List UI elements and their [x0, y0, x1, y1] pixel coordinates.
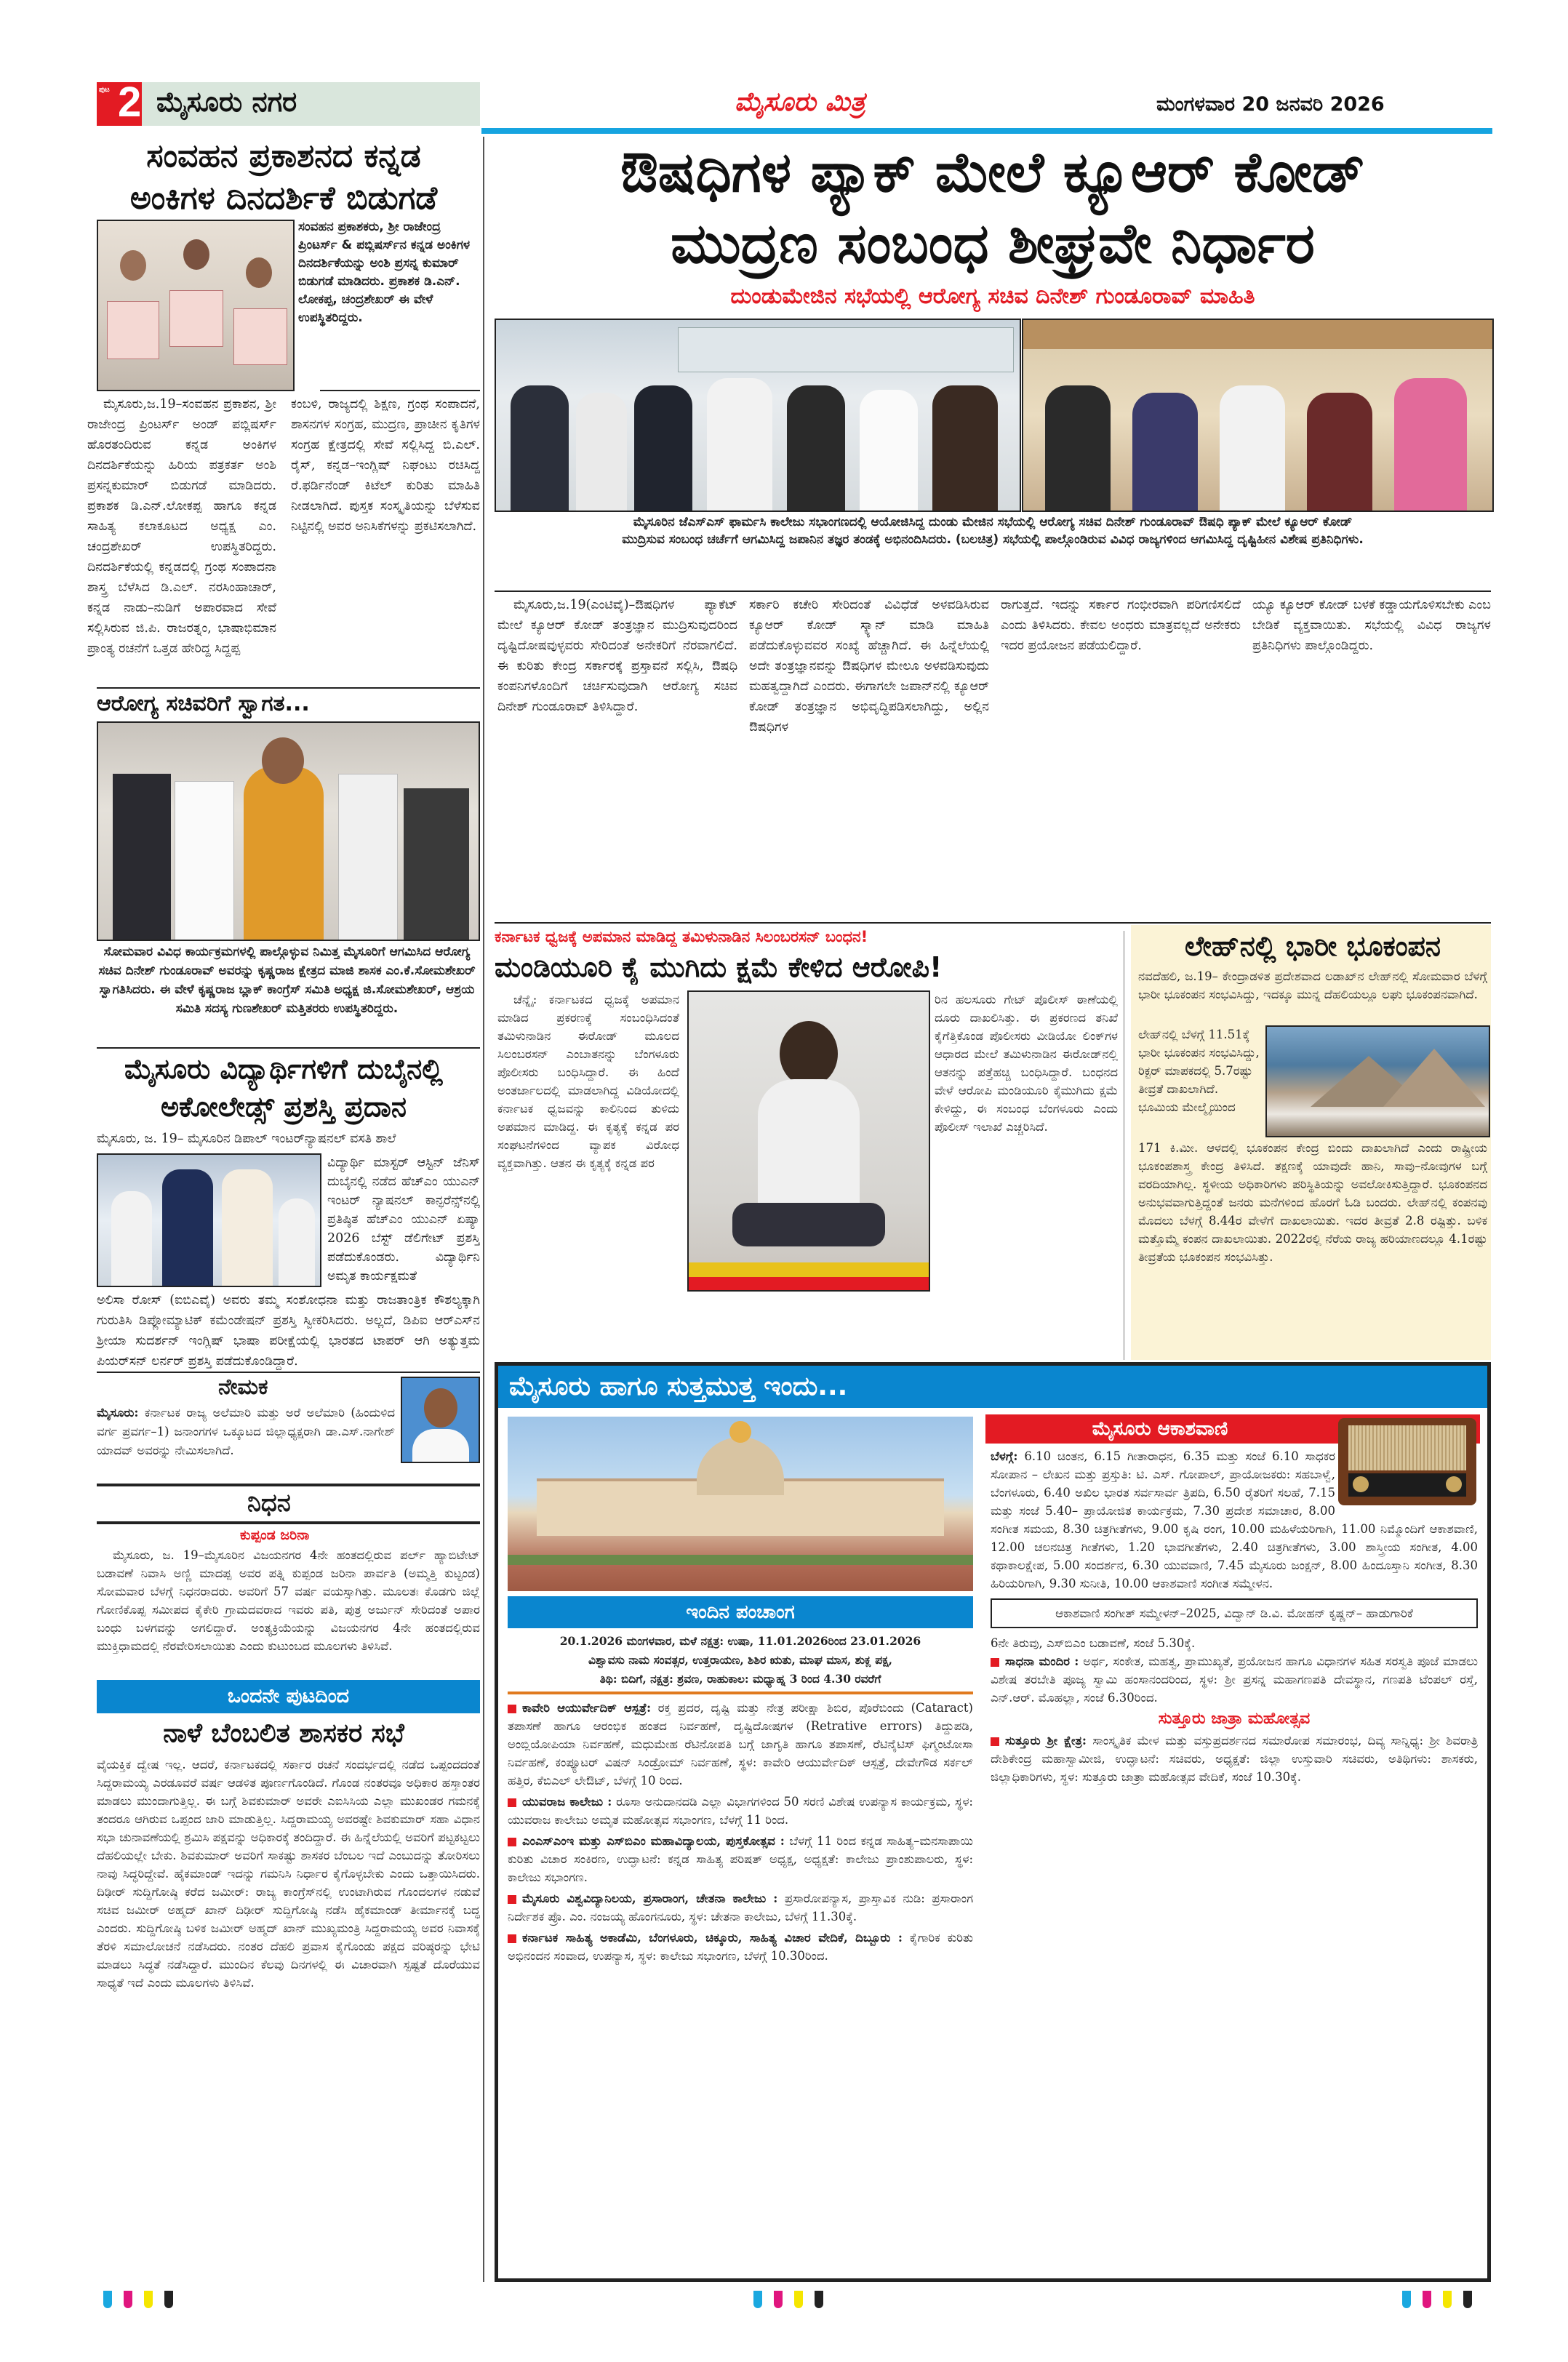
event-title: ಎಂಎಸ್‌ಎಂಇ ಮತ್ತು ಎಸ್‌ಬಿಎಂ ಮಹಾವಿದ್ಯಾಲಯ, ಪುಸ್ತಕೋತ್ಸವ : — [522, 1834, 785, 1848]
lead-col1 — [497, 595, 737, 919]
bullet-icon — [991, 1658, 999, 1667]
radio-boxed-note — [991, 1598, 1478, 1628]
lead-caption-line2: ಮುದ್ರಿಸುವ ಸಂಬಂಧ ಚರ್ಚೆಗೆ ಆಗಮಿಸಿದ್ದ ಜಪಾನಿನ ತಜ್ಞರ ತಂಡಕ್ಕೆ ಅಭಿನಂದಿಸಿದರು. (ಬಲಚಿತ್ರ) ಸಭೆಯಲ್ಲಿ ಪಾಲ್ಗೊಂಡಿರುವ ವಿವಿಧ ರಾಜ್ಯಗಳಿಂದ ಆಗಮಿಸಿದ್ದ ದೃಷ್ಟಿಹೀನ ವಿಶೇಷ ಪ್ರತಿನಿಧಿಗಳು. — [622, 532, 1364, 547]
events-right — [991, 1634, 1478, 1786]
obituary-text: ಮೈಸೂರು, ಜ. 19–ಮೈಸೂರಿನ ವಿಜಯನಗರ 4ನೇ ಹಂತದಲ್ಲಿರುವ ಪರ್ಲ್ ಹ್ಯಾಬಿಟೇಟ್ ಬಡಾವಣೆ ನಿವಾಸಿ ಅಣ್ಣಿ ಮಾದಪ್ಪ ಅವರ ಪತ್ನಿ ಕುಪ್ಪಂಡ ಜರಿನಾ ಪಾರ್ವತಿ (ಅಮ್ಮತ್ತಿ ಕುಟ್ಟಂಡ) ಸೋಮವಾರ ಬೆಳಗ್ಗೆ ನಿಧನರಾದರು. ಅವರಿಗೆ 57 ವರ್ಷ ವಯಸ್ಸಾಗಿತ್ತು. ಮೂಲತಃ ಕೊಡಗು ಜಿಲ್ಲೆ ಗೋಣಿಕೊಪ್ಪ ಸಮೀಪದ ಕೈಕೇರಿ ಗ್ರಾಮದವರಾದ ಇವರು ಪತಿ, ಪುತ್ರ ಅರ್ಜುನ್ ಸೇರಿದಂತೆ ಅಪಾರ ಬಂಧು ಬಳಗವನ್ನು ಅಗಲಿದ್ದಾರೆ. ಅಂತ್ಯಕ್ರಿಯೆಯನ್ನು ವಿಜಯನಗರ 4ನೇ ಹಂತದಲ್ಲಿರುವ ಮುಕ್ತಿಧಾಮದಲ್ಲಿ ನೆರವೇರಿಸಲಾಯಿತು ಎಂದು ಕುಟುಂಬದ ಮೂಲಗಳು ತಿಳಿಸಿವೆ. — [97, 1548, 480, 1653]
paper-logo: ಮೈಸೂರು ಮಿತ್ರ — [735, 87, 865, 117]
obituary-top-rule — [97, 1484, 480, 1486]
lead-headline-line2: ಮುದ್ರಣ ಸಂಬಂಧ ಶೀಘ್ರವೇ ನಿರ್ಧಾರ — [671, 211, 1315, 276]
yellow-mark-icon — [144, 2291, 153, 2308]
students-award-photo — [97, 1153, 321, 1287]
bullet-icon — [508, 1705, 516, 1713]
event-text: ಪ್ರಸಾರೋಪನ್ಯಾಸ, ಪ್ರಾಸ್ತಾವಿಕ ನುಡಿ: ಪ್ರಸಾರಾಂಗ ನಿರ್ದೇಶಕ ಪ್ರೊ. ಎಂ. ನಂಜಯ್ಯ ಹೊಂಗನೂರು, ಸ್ಥಳ: ಚೇತನಾ ಕಾಲೇಜು, ಬೆಳಗ್ಗೆ 11.30ಕ್ಕೆ. — [508, 1891, 973, 1923]
event-item-sadhana — [991, 1652, 1478, 1707]
arrest-col1 — [497, 990, 679, 1358]
lead-end-rule — [495, 922, 1491, 924]
welcome-caption: ಸೋಮವಾರ ವಿವಿಧ ಕಾರ್ಯಕ್ರಮಗಳಲ್ಲಿ ಪಾಲ್ಗೊಳ್ಳುವ ನಿಮಿತ್ತ ಮೈಸೂರಿಗೆ ಆಗಮಿಸಿದ ಆರೋಗ್ಯ ಸಚಿವ ದಿನೇಶ್ ಗುಂಡೂರಾವ್ ಅವರನ್ನು ಕೃಷ್ಣರಾಜ ಕ್ಷೇತ್ರದ ಮಾಜಿ ಶಾಸಕ ಎಂ.ಕೆ.ಸೋಮಶೇಖರ್ ಸ್ವಾಗತಿಸಿದರು. ಈ ವೇಳೆ ಕೃಷ್ಣರಾಜ ಬ್ಲಾಕ್ ಕಾಂಗ್ರೆಸ್ ಸಮಿತಿ ಅಧ್ಯಕ್ಷ ಜಿ.ಸೋಮಶೇಖರ್, ಆಶ್ರಯ ಸಮಿತಿ ಸದಸ್ಯ ಗುಣಶೇಖರ್ ಮತ್ತಿತರರು ಉಪಸ್ಥಿತರಿದ್ದರು. — [98, 945, 476, 1016]
lead-col4-text: ಯ್ಯೂ ಕ್ಯೂಆರ್ ಕೋಡ್ ಬಳಕೆ ಕಡ್ಡಾಯಗೊಳಿಸಬೇಕು ಎಂಬ ಬೇಡಿಕೆ ವ್ಯಕ್ತವಾಯಿತು. ಸಭೆಯಲ್ಲಿ ವಿವಿಧ ರಾಜ್ಯಗಳ ಪ್ರತಿನಿಧಿಗಳು ಪಾಲ್ಗೊಂಡಿದ್ದರು. — [1252, 598, 1491, 653]
calendar-headline — [87, 135, 480, 220]
accused-kneeling-photo — [687, 990, 930, 1292]
obituary-name: ಕುಪ್ಪಂಡ ಜರಿನಾ — [240, 1527, 310, 1543]
radio-title: ಮೈಸೂರು ಆಕಾಶವಾಣಿ — [1092, 1418, 1228, 1440]
accolade-body: ಅಲಿಸಾ ರೋಸ್ (ಐಬಿಎವೈ) ಅವರು ತಮ್ಮ ಸಂಶೋಧನಾ ಮತ್ತು ರಾಜತಾಂತ್ರಿಕ ಕೌಶಲ್ಯಕ್ಕಾಗಿ ಗುರುತಿಸಿ ಡಿಪ್ಲೋಮ್ಯಾಟಿಕ್ ಕಮೆಂಡೇಷನ್ ಪ್ರಶಸ್ತಿ ಸ್ವೀಕರಿಸಿದರು. ಅಲ್ಲದೆ, ಡಿಪಿಐ ಆರ್‌ಎಸ್‌ನ ಶ್ರೀಯಾ ಸುದರ್ಶನ್ ಇಂಗ್ಲಿಷ್ ಭಾಷಾ ಪರೀಕ್ಷೆಯಲ್ಲಿ ಭಾರತದ ಟಾಪರ್ ಆಗಿ ಅತ್ಯುತ್ತಮ ಪಿಯರ್‌ಸನ್ ಲರ್ನರ್ ಪ್ರಶಸ್ತಿ ಪಡೆದುಕೊಂಡಿದ್ದಾರೆ. — [97, 1293, 480, 1369]
event-text: ಬೆಳಗ್ಗೆ 11 ರಿಂದ ಕನ್ನಡ ಸಾಹಿತ್ಯ–ಮನಸಾಪಾಯಿ ಕುರಿತು ವಿಚಾರ ಸಂಕಿರಣ, ಉದ್ಘಾಟನೆ: ಕನ್ನಡ ಸಾಹಿತ್ಯ ಪರಿಷತ್ ಅಧ್ಯಕ್ಷ, ಅಧ್ಯಕ್ಷತೆ: ಕಾಲೇಜು ಪ್ರಾಂಶುಪಾಲರು, ಸ್ಥಳ: ಕಾಲೇಜು ಸಭಾಂಗಣ. — [508, 1834, 973, 1884]
magenta-mark-icon — [1423, 2291, 1431, 2308]
panchanga-rule — [508, 1692, 973, 1694]
panchanga-line1: 20.1.2026 ಮಂಗಳವಾರ, ಮಳೆ ನಕ್ಷತ್ರ: ಉಷಾ, 11.01.2026ರಿಂದ 23.01.2026 — [559, 1634, 921, 1648]
lead-photo-caption — [495, 513, 1491, 548]
welcome-headline: ಆರೋಗ್ಯ ಸಚಿವರಿಗೆ ಸ್ವಾಗತ... — [97, 691, 310, 716]
welcome-end-rule — [97, 1047, 480, 1049]
radio-text: 6.10 ಚಿಂತನ, 6.15 ಗೀತಾರಾಧನ, 6.35 ಮತ್ತು ಸಂಜೆ 6.10 ಸಾಧಕರ ಸೋಪಾನ – ಲೇಖನ ಮತ್ತು ಪ್ರಸ್ತುತಿ: ಟಿ. ಎಸ್. ಗೋಪಾಲ್, ಪ್ರಾಯೋಜಕರು: ಸಹಬಾಳ್ವೆ, ಬೆಂಗಳೂರು, 6.40 ಅಖಿಲ ಭಾರತ ಸರ್ವಸಾರ್ವ ತ್ರಿಪದಿ, 6.50 ರೈತರಿಗೆ ಸಲಹೆ, 7.15 ಮತ್ತು ಸಂಜೆ 5.40– ಪ್ರಾಯೋಜಿತ ಕಾರ್ಯಕ್ರಮ, 7.30 ಪ್ರದೇಶ ಸಮಾಚಾರ, 8.00 ಸಂಗೀತ ಸಮಯ, 8.30 ಚಿತ್ರಗೀತೆಗಳು, 9.00 ಕೃಷಿ ರಂಗ, 10.00 ಮಹಿಳೆಯರಿಗಾಗಿ, 11.00 ನಿಮ್ಮೊಂದಿಗೆ ಆಕಾಶವಾಣಿ, 12.00 ಚಲನಚಿತ್ರ ಗೀತೆಗಳು, 1.20 ಭಾವಗೀತೆಗಳು, 2.40 ಚಿತ್ರಗೀತೆಗಳು, 3.00 ಶಾಸ್ತ್ರೀಯ ಸಂಗೀತ, 4.00 ಕಥಾಕಾಲಕ್ಷೇಪ, 5.00 ಸಂದರ್ಶನ, 6.30 ಯುವವಾಣಿ, 7.45 ಮೈಸೂರು ಜಂಕ್ಷನ್, 8.00 ಹಿಂದೂಸ್ತಾನಿ ಸಂಗೀತ, 8.30 ಹಿರಿಯರಿಗಾಗಿ, 9.30 ಸುನೀತಿ, 10.00 ಆಕಾಶವಾಣಿ ಸಂಗೀತ ಸಮ್ಮೇಳನ. — [991, 1449, 1478, 1590]
event-text: ರಕ್ತ ಪ್ರದರ, ದೃಷ್ಟಿ ಮತ್ತು ನೇತ್ರ ಪರೀಕ್ಷಾ ಶಿಬಿರ, ಪೊರೆಬಿಂದು (Cataract) ತಪಾಸಣೆ ಹಾಗೂ ಆರಂಭಿಕ ಹಂತದ ನಿರ್ವಹಣೆ, ದೃಷ್ಟಿದೋಷಗಳ (Retrative errors) ತಿದ್ದುಪಡಿ, ಅಂಬ್ಲಿಯೋಪಿಯಾ ನಿರ್ವಹಣೆ, ಮಧುಮೇಹ ರೆಟಿನೋಪತಿ ಬಗ್ಗೆ ಜಾಗೃತಿ ಹಾಗೂ ತಪಾಸಣೆ, ರೆಟಿನೈಟಿಸ್ ಫಿಗ್ಮಂಟೋಸಾ ನಿರ್ವಹಣೆ, ಕಂಪ್ಯೂಟರ್ ವಿಷನ್ ಸಿಂಡ್ರೋಮ್ ನಿರ್ವಹಣೆ, ಸ್ಥಳ: ಕಾವೇರಿ ಆಯುರ್ವೇದಿಕ್ ಆಸ್ಪತ್ರೆ, ದೇವೇಗೌಡ ಸರ್ಕಲ್ ಹತ್ತಿರ, ಕೆಬಿಎಲ್ ಲೇಔಟ್, ಬೆಳಗ್ಗೆ 10 ರಿಂದ. — [508, 1701, 973, 1787]
today-right-column — [991, 1447, 1478, 2273]
calendar-body-col1-text: ಮೈಸೂರು,ಜ.19–ಸಂವಹನ ಪ್ರಕಾಶನ, ಶ್ರೀ ರಾಜೇಂದ್ರ ಪ್ರಿಂಟರ್ಸ್ ಅಂಡ್ ಪಬ್ಲಿಷರ್ಸ್ ಹೊರತಂದಿರುವ ಕನ್ನಡ ಅಂಕಿಗಳ ದಿನದರ್ಶಿಕೆಯನ್ನು ಹಿರಿಯ ಪತ್ರಕರ್ತ ಅಂಶಿ ಪ್ರಸನ್ನಕುಮಾರ್ ಬಿಡುಗಡೆ ಮಾಡಿದರು. ಪ್ರಕಾಶಕ ಡಿ.ಎನ್.ಲೋಕಪ್ಪ ಹಾಗೂ ಕನ್ನಡ ಸಾಹಿತ್ಯ ಕಲಾಕೂಟದ ಅಧ್ಯಕ್ಷ ಎಂ. ಚಂದ್ರಶೇಖರ್ ಉಪಸ್ಥಿತರಿದ್ದರು. ದಿನದರ್ಶಿಕೆಯಲ್ಲಿ ಕನ್ನಡದಲ್ಲಿ ಗ್ರಂಥ ಸಂಪಾದನಾ ಶಾಸ್ತ್ರ ಬೆಳೆಸಿದ ಡಿ.ಎಲ್. ನರಸಿಂಹಾಚಾರ್, ಕನ್ನಡ ನಾಡು–ನುಡಿಗೆ ಅಪಾರವಾದ ಸೇವೆ ಸಲ್ಲಿಸಿರುವ ಜಿ.ಪಿ. ರಾಜರತ್ನಂ, ಭಾಷಾಭಿಮಾನ ಪ್ರಾಂತ್ಯ ರಚನೆಗೆ ಒತ್ತಡ ಹೇರಿದ್ದ ಸಿದ್ದಪ್ಪ — [87, 397, 276, 656]
lead-caption-line1: ಮೈಸೂರಿನ ಜೆಎಸ್‌ಎಸ್ ಫಾರ್ಮಸಿ ಕಾಲೇಜು ಸಭಾಂಗಣದಲ್ಲಿ ಆಯೋಜಿಸಿದ್ದ ದುಂಡು ಮೇಜಿನ ಸಭೆಯಲ್ಲಿ ಆರೋಗ್ಯ ಸಚಿವ ದಿನೇಶ್ ಗುಂಡೂರಾವ್ ಔಷಧಿ ಪ್ಯಾಕ್ ಮೇಲೆ ಕ್ಯೂಆರ್ ಕೋಡ್ — [633, 515, 1353, 529]
calendar-headline-line1: ಸಂವಹನ ಪ್ರಕಾಶನದ ಕನ್ನಡ — [146, 137, 421, 175]
accolade-end-rule — [97, 1372, 480, 1373]
quake-dateline: ನವದೆಹಲಿ, ಜ.19– ಕೇಂದ್ರಾಡಳಿತ ಪ್ರದೇಶವಾದ ಲಡಾಖ್‌ನ ಲೇಹ್‌ನಲ್ಲಿ ಸೋಮವಾರ ಬೆಳಗ್ಗೆ ಭಾರೀ ಭೂಕಂಪನ ಸಂಭವಿಸಿದ್ದು, ಇದಕ್ಕೂ ಮುನ್ನ ದೆಹಲಿಯಲ್ಲೂ ಲಘು ಭೂಕಂಪನವಾಗಿದೆ. — [1138, 969, 1487, 1001]
front-page-headline: ನಾಳೆ ಬೆಂಬಲಿತ ಶಾಸಕರ ಸಭೆ — [163, 1718, 404, 1748]
radio-boxed-text: ಆಕಾಶವಾಣಿ ಸಂಗೀತ್ ಸಮ್ಮೇಳನ್–2025, ವಿದ್ವಾನ್ ಡಿ.ವಿ. ಮೋಹನ್ ಕೃಷ್ಣನ್– ಹಾಡುಗಾರಿಕೆ — [1055, 1606, 1413, 1620]
lead-photo-handshake — [495, 319, 1021, 512]
lead-col4 — [1252, 595, 1491, 919]
lead-col3 — [1001, 595, 1241, 919]
arrest-col2 — [935, 990, 1118, 1358]
masthead-rule — [481, 128, 1492, 134]
section-name: ಮೈಸೂರು ನಗರ — [156, 86, 297, 118]
cyan-mark-icon — [103, 2291, 112, 2308]
appointment-dateline: ಮೈಸೂರು: — [97, 1406, 139, 1420]
magenta-mark-icon — [774, 2291, 783, 2308]
bullet-icon — [508, 1934, 516, 1943]
arrest-col1-text: ಚೆನ್ನೈ: ಕರ್ನಾಟಕದ ಧ್ವಜಕ್ಕೆ ಅಪಮಾನ ಮಾಡಿದ ಪ್ರಕರಣಕ್ಕೆ ಸಂಬಂಧಿಸಿದಂತೆ ತಮಿಳುನಾಡಿನ ಈರೋಡ್ ಮೂಲದ ಸಿಲಂಬರಸನ್ ಎಂಬಾತನನ್ನು ಬೆಂಗಳೂರು ಪೊಲೀಸರು ಬಂಧಿಸಿದ್ದಾರೆ. ಈ ಹಿಂದೆ ಅಂತರ್ಜಾಲದಲ್ಲಿ ಮಾಡಲಾಗಿದ್ದ ವಿಡಿಯೋದಲ್ಲಿ ಕರ್ನಾಟಕ ಧ್ವಜವನ್ನು ಕಾಲಿನಿಂದ ತುಳಿದು ಅಪಮಾನ ಮಾಡಿದ್ದ. ಈ ಕೃತ್ಯಕ್ಕೆ ಕನ್ನಡ ಪರ ಸಂಘಟನೆಗಳಿಂದ ವ್ಯಾಪಕ ವಿರೋಧ ವ್ಯಕ್ತವಾಗಿತ್ತು. ಆತನ ಈ ಕೃತ್ಯಕ್ಕೆ ಕನ್ನಡ ಪರ — [497, 993, 679, 1170]
appointment-body — [97, 1404, 395, 1460]
cyan-mark-icon — [753, 2291, 762, 2308]
obituary-headline-rule — [97, 1521, 480, 1524]
suttur-title: ಸುತ್ತೂರು ಜಾತ್ರಾ ಮಹೋತ್ಸವ — [1158, 1710, 1311, 1728]
obituary-body — [97, 1546, 480, 1658]
event-title: ಯುವರಾಜ ಕಾಲೇಜು : — [522, 1795, 612, 1809]
calendar-body-col2-text: ಕಂಬಳಿ, ರಾಜ್ಯದಲ್ಲಿ ಶಿಕ್ಷಣ, ಗ್ರಂಥ ಸಂಪಾದನೆ, ಶಾಸನಗಳ ಸಂಗ್ರಹ, ಮುದ್ರಣ, ಪ್ರಾಚೀನ ಕೃತಿಗಳ ಸಂಗ್ರಹ ಕ್ಷೇತ್ರದಲ್ಲಿ ಸೇವೆ ಸಲ್ಲಿಸಿದ್ದ ಬಿ.ಎಲ್. ರೈಸ್, ಕನ್ನಡ–ಇಂಗ್ಲಿಷ್ ನಿಘಂಟು ರಚಿಸಿದ್ದ ರೆ.ಫರ್ಡಿನೆಂಡ್ ಕಿಟೆಲ್ ಕುರಿತು ಮಾಹಿತಿ ನೀಡಲಾಗಿದೆ. ಪುಸ್ತಕ ಸಂಸ್ಕೃತಿಯನ್ನು ಬೆಳೆಸುವ ನಿಟ್ಟಿನಲ್ಲಿ ಅವರ ಅನಿಸಿಕೆಗಳನ್ನು ಪ್ರಕಟಿಸಲಾಗಿದೆ. — [291, 397, 480, 534]
appointee-photo — [401, 1377, 480, 1463]
bullet-icon — [508, 1895, 516, 1904]
yellow-mark-icon — [1443, 2291, 1452, 2308]
event-title: ಸಾಧನಾ ಮಂದಿರ : — [1005, 1654, 1079, 1668]
panchanga-line3: ತಿಥಿ: ಬಿದಿಗೆ, ನಕ್ಷತ್ರ: ಶ್ರವಣ, ರಾಹುಕಾಲ: ಮಧ್ಯಾಹ್ನ 3 ರಿಂದ 4.30 ರವರೆಗೆ — [599, 1672, 881, 1686]
appointment-text: ಕರ್ನಾಟಕ ರಾಜ್ಯ ಅಲೆಮಾರಿ ಮತ್ತು ಅರೆ ಅಲೆಮಾರಿ (ಹಿಂದುಳಿದ ವರ್ಗ ಪ್ರವರ್ಗ–1) ಜನಾಂಗಗಳ ಒಕ್ಕೂಟದ ಜಿಲ್ಲಾಧ್ಯಕ್ಷರಾಗಿ ಡಾ.ಎಸ್.ನಾಗೇಶ್ ಯಾದವ್ ಅವರನ್ನು ನೇಮಿಸಲಾಗಿದೆ. — [97, 1406, 396, 1457]
event-title: ಸುತ್ತೂರು ಶ್ರೀ ಕ್ಷೇತ್ರ: — [1005, 1734, 1087, 1748]
radio-photo-spacer — [1335, 1447, 1478, 1508]
obituary-headline: ನಿಧನ — [247, 1489, 291, 1518]
arrest-kicker: ಕರ್ನಾಟಕ ಧ್ವಜಕ್ಕೆ ಅಪಮಾನ ಮಾಡಿದ್ದ ತಮಿಳುನಾಡಿನ ಸಿಲಂಬರಸನ್ ಬಂಧನ! — [495, 928, 868, 945]
magenta-mark-icon — [124, 2291, 132, 2308]
black-mark-icon — [815, 2291, 823, 2308]
front-page-banner-text: ಒಂದನೇ ಪುಟದಿಂದ — [227, 1685, 350, 1708]
calendar-body-col1 — [87, 394, 276, 684]
bullet-icon — [508, 1838, 516, 1846]
event-title: ಕರ್ನಾಟಕ ಸಾಹಿತ್ಯ ಅಕಾಡೆಮಿ, ಬೆಂಗಳೂರು, ಚಿಕ್ಕೂರು, ಸಾಹಿತ್ಯ ವಿಚಾರ ವೇದಿಕೆ, ದಿಬ್ಬೂರು : — [522, 1931, 903, 1945]
lead-col2 — [749, 595, 989, 919]
event-title: ಕಾವೇರಿ ಆಯುರ್ವೇದಿಕ್ ಆಸ್ಪತ್ರೆ: — [522, 1701, 652, 1715]
accolade-side-text: ವಿದ್ಯಾರ್ಥಿ ಮಾಸ್ಟರ್ ಆಸ್ಟಿನ್ ಜೆನಿಸ್ ದುಬೈನಲ್ಲಿ ನಡೆದ ಹೆಚ್‌ಎಂ ಯುಎನ್ ಇಂಟರ್ ನ್ಯಾಷನಲ್ ಕಾನ್ಫರೆನ್ಸ್‌ನಲ್ಲಿ ಪ್ರತಿಷ್ಠಿತ ಹೆಚ್‌ಎಂ ಯುಎನ್ ಏಷ್ಯಾ 2026 ಬೆಸ್ಟ್ ಡೆಲಿಗೇಟ್ ಪ್ರಶಸ್ತಿ ಪಡೆದುಕೊಂಡರು. ವಿದ್ಯಾರ್ಥಿನಿ ಅಮೃತ ಕಾರ್ಯಕ್ಷಮತೆ — [327, 1156, 480, 1284]
calendar-release-photo — [97, 220, 295, 391]
calendar-body-col2 — [291, 394, 480, 684]
issue-date: ಮಂಗಳವಾರ 20 ಜನವರಿ 2026 — [1156, 93, 1385, 116]
quake-side-text: ಲೇಹ್‌ನಲ್ಲಿ ಬೆಳಗ್ಗೆ 11.51ಕ್ಕೆ ಭಾರೀ ಭೂಕಂಪನ ಸಂಭವಿಸಿದ್ದು, ರಿಕ್ಟರ್ ಮಾಪಕದಲ್ಲಿ 5.7ರಷ್ಟು ತೀವ್ರತೆ ದಾಖಲಾಗಿದೆ. ಭೂಮಿಯ ಮೇಲ್ಮೈಯಿಂದ — [1138, 1028, 1260, 1114]
event-item-suttur — [991, 1732, 1478, 1786]
quake-body: 171 ಕಿ.ಮೀ. ಆಳದಲ್ಲಿ ಭೂಕಂಪನ ಕೇಂದ್ರ ಬಿಂದು ದಾಖಲಾಗಿದೆ ಎಂದು ರಾಷ್ಟ್ರೀಯ ಭೂಕಂಪಶಾಸ್ತ್ರ ಕೇಂದ್ರ ತಿಳಿಸಿದೆ. ತಕ್ಷಣಕ್ಕೆ ಯಾವುದೇ ಹಾನಿ, ಸಾವು–ನೋವುಗಳ ಬಗ್ಗೆ ವರದಿಯಾಗಿಲ್ಲ. ಸ್ಥಳೀಯ ಅಧಿಕಾರಿಗಳು ಪರಿಸ್ಥಿತಿಯನ್ನು ಅವಲೋಕಿಸುತ್ತಿದ್ದಾರೆ. ಭೂಕಂಪನದ ಅನುಭವವಾಗುತ್ತಿದ್ದಂತೆ ಜನರು ಮನೆಗಳಿಂದ ಹೊರಗೆ ಓಡಿ ಬಂದರು. ಲೇಹ್‌ನಲ್ಲಿ ಕಂಪನವು ಮೊದಲು ಬೆಳಗ್ಗೆ 8.44ರ ವೇಳೆಗೆ ದಾಖಲಾಯಿತು. ಇದರ ತೀವ್ರತೆ 2.8 ರಷ್ಟಿತ್ತು. ಬಳಿಕ ಮತ್ತೊಮ್ಮೆ ಕಂಪನ ದಾಖಲಾಯಿತು. 2022ರಲ್ಲಿ ನೆರೆಯ ರಾಜ್ಯ ಹರಿಯಾಣದಲ್ಲೂ 4.1ರಷ್ಟು ತೀವ್ರತೆಯ ಭೂಕಂಪನ ಸಂಭವಿಸಿತ್ತು. — [1138, 1141, 1487, 1264]
ladakh-mountains-photo — [1265, 1025, 1490, 1137]
lead-col3-text: ರಾಗುತ್ತದೆ. ಇದನ್ನು ಸರ್ಕಾರ ಗಂಭೀರವಾಗಿ ಪರಿಗಣಿಸಲಿದೆ ಎಂದು ತಿಳಿಸಿದರು. ಕೇವಲ ಅಂಧರು ಮಾತ್ರವಲ್ಲದೆ ಅನೇಕರು ಇದರ ಪ್ರಯೋಜನ ಪಡೆಯಲಿದ್ದಾರೆ. — [1001, 598, 1241, 653]
events-list — [508, 1699, 973, 2273]
arrest-headline: ಮಂಡಿಯೂರಿ ಕೈ ಮುಗಿದು ಕ್ಷಮೆ ಕೇಳಿದ ಆರೋಪಿ! — [495, 951, 943, 983]
mysore-palace-photo — [508, 1417, 973, 1591]
black-mark-icon — [164, 2291, 173, 2308]
event-text: ಕೈಗಾರಿಕ ಕುರಿತು ಅಭಿನಂದನ ಸಂವಾದ, ಉಪನ್ಯಾಸ, ಸ್ಥಳ: ಕಾಲೇಜು ಸಭಾಂಗಣ, ಬೆಳಗ್ಗೆ 10.30ರಿಂದ. — [508, 1931, 973, 1963]
front-page-body-text: ವೈಯಕ್ತಿಕ ದ್ವೇಷ ಇಲ್ಲ. ಆದರೆ, ಕರ್ನಾಟಕದಲ್ಲಿ ಸರ್ಕಾರ ರಚನೆ ಸಂದರ್ಭದಲ್ಲಿ ನಡೆದ ಒಪ್ಪಂದದಂತೆ ಸಿದ್ದರಾಮಯ್ಯ ಎರಡೂವರೆ ವರ್ಷ ಆಡಳಿತ ಪೂರ್ಣಗೊಂಡಿದೆ. ಗೊಂಡ ನಂತರವೂ ಅಧಿಕಾರ ಹಸ್ತಾಂತರ ಮಾಡಲು ಮುಂದಾಗುತ್ತಿಲ್ಲ. ಈ ಬಗ್ಗೆ ಶಿವಕುಮಾರ್ ಅವರೇ ಎಐಸಿಸಿಯ ಎಲ್ಲಾ ಮುಖಂಡರ ಗಮನಕ್ಕೆ ತಂದರೂ ಆಗಿರುವ ಒಪ್ಪಂದ ಜಾರಿ ಮಾಡುತ್ತಿಲ್ಲ. ಸಿದ್ದರಾಮಯ್ಯ ಅವರಷ್ಟೇ ಶಿವಕುಮಾರ್ ಸಹಾ ವಿಧಾನ ಸಭಾ ಚುನಾವಣೆಯಲ್ಲಿ ಶ್ರಮಿಸಿ ಪಕ್ಷವನ್ನು ಅಧಿಕಾರಕ್ಕೆ ತಂದಿದ್ದಾರೆ. ಈ ಹಿನ್ನೆಲೆಯಲ್ಲಿ ಅವರಿಗೆ ಪಟ್ಟಕಟ್ಟಲು ದೆಹಲಿಯಲ್ಲೇ ಬೇಕು. ಶಿವಕುಮಾರ್ ಅವರಿಗೆ ಸಾಕಷ್ಟು ಶಾಸಕರ ಬೆಂಬಲ ಇದೆ ಎಂಬುದನ್ನು ತೋರಿಸಲು ನಾವು ಸಿದ್ಧರಿದ್ದೇವೆ. ಹೈಕಮಾಂಡ್ ಇದನ್ನು ಗಮನಿಸಿ ನಿರ್ಧಾರ ಕೈಗೊಳ್ಳಬೇಕು ಎಂದು ಒತ್ತಾಯಿಸಿದರು. ದಿಢೀರ್ ಸುದ್ದಿಗೋಷ್ಠಿ ಕರೆದ ಜಮೀರ್: ರಾಜ್ಯ ಕಾಂಗ್ರೆಸ್‌ನಲ್ಲಿ ಉಂಟಾಗಿರುವ ಗೊಂದಲಗಳ ನಡುವೆ ಸಚಿವ ಜಮೀರ್ ಅಹ್ಮದ್ ಖಾನ್ ದಿಢೀರ್ ಸುದ್ದಿಗೋಷ್ಠಿ ನಡೆಸಿ ಹೈಕಮಾಂಡ್ ತೀರ್ಮಾನಕ್ಕೆ ಬದ್ಧ ಎಂದರು. ಸುದ್ದಿಗೋಷ್ಠಿ ಬಳಿಕ ಜಮೀರ್ ಅಹ್ಮದ್ ಖಾನ್ ಮುಖ್ಯಮಂತ್ರಿ ಸಿದ್ದರಾಮಯ್ಯ ಅವರ ನಿವಾಸಕ್ಕೆ ತೆರಳಿ ಸಮಾಲೋಚನೆ ನಡೆಸಿದರು. ನಂತರ ದೆಹಲಿ ಪ್ರವಾಸ ಕೈಗೊಂಡು ಪಕ್ಷದ ವರಿಷ್ಠರನ್ನು ಭೇಟಿ ಮಾಡಲು ಸಿದ್ಧತೆ ನಡೆಸಿದ್ದಾರೆ. ಮುಂದಿನ ಕೆಲವು ದಿನಗಳಲ್ಲಿ ಈ ವಿಚಾರವಾಗಿ ಸ್ಪಷ್ಟತೆ ದೊರೆಯುವ ಸಾಧ್ಯತೆ ಇದೆ ಎಂದು ಮೂಲಗಳು ತಿಳಿಸಿವೆ. — [97, 1758, 480, 1990]
left-column-divider — [483, 137, 484, 2282]
calendar-end-rule — [97, 687, 480, 689]
bullet-icon — [508, 1798, 516, 1807]
today-banner-text: ಮೈಸೂರು ಹಾಗೂ ಸುತ್ತಮುತ್ತ ಇಂದು... — [509, 1372, 848, 1401]
calendar-caption-rule — [320, 390, 480, 391]
calendar-headline-line2: ಅಂಕಿಗಳ ದಿನದರ್ಶಿಕೆ ಬಿಡುಗಡೆ — [129, 180, 438, 217]
lead-headline-line1: ಔಷಧಿಗಳ ಪ್ಯಾಕ್ ಮೇಲೆ ಕ್ಯೂಆರ್ ಕೋಡ್ — [620, 140, 1365, 204]
bullet-icon — [991, 1737, 999, 1746]
after-box-text: 6ನೇ ತಿರುವು, ಎಸ್‌ಬಿಎಂ ಬಡಾವಣೆ, ಸಂಜೆ 5.30ಕ್ಕೆ. — [991, 1636, 1196, 1650]
lead-col2-text: ಸರ್ಕಾರಿ ಕಚೇರಿ ಸೇರಿದಂತೆ ವಿವಿಧೆಡೆ ಅಳವಡಿಸಿರುವ ಕ್ಯೂಆರ್ ಕೋಡ್ ಸ್ಕ್ಯಾನ್ ಮಾಡಿ ಮಾಹಿತಿ ಪಡೆದುಕೊಳ್ಳುವವರ ಸಂಖ್ಯೆ ಹೆಚ್ಚಾಗಿದೆ. ಈ ಹಿನ್ನೆಲೆಯಲ್ಲಿ ಅದೇ ತಂತ್ರಜ್ಞಾನವನ್ನು ಔಷಧಿಗಳ ಮೇಲೂ ಅಳವಡಿಸುವುದು ಮಹತ್ವದ್ದಾಗಿದೆ ಎಂದರು. ಈಗಾಗಲೇ ಜಪಾನ್‌ನಲ್ಲಿ ಕ್ಯೂಆರ್ ಕೋಡ್ ತಂತ್ರಜ್ಞಾನ ಅಭಿವೃದ್ಧಿಪಡಿಸಲಾಗಿದ್ದು, ಅಲ್ಲಿನ ಔಷಧಿಗಳ — [749, 598, 989, 734]
arrest-col2-text: ರಿನ ಹಲಸೂರು ಗೇಟ್ ಪೊಲೀಸ್ ಠಾಣೆಯಲ್ಲಿ ದೂರು ದಾಖಲಿಸಿತ್ತು. ಈ ಪ್ರಕರಣದ ತನಿಖೆ ಕೈಗೆತ್ತಿಕೊಂಡ ಪೊಲೀಸರು ವೀಡಿಯೋ ಲಿಂಕ್‌ಗಳ ಆಧಾರದ ಮೇಲೆ ತಮಿಳುನಾಡಿನ ಈರೋಡ್‌ನಲ್ಲಿ ಆತನನ್ನು ಪತ್ತೆಹಚ್ಚಿ ಬಂಧಿಸಿದ್ದಾರೆ. ಬಂಧನದ ವೇಳೆ ಆರೋಪಿ ಮಂಡಿಯೂರಿ ಕೈಮುಗಿದು ಕ್ಷಮೆ ಕೇಳಿದ್ದು, ಈ ಸಂಬಂಧ ಬೆಂಗಳೂರು ಎಂದು ಪೊಲೀಸ್ ಇಲಾಖೆ ಎಚ್ಚರಿಸಿದೆ. — [935, 993, 1118, 1134]
page-label: ಪುಟ — [99, 86, 110, 94]
accolade-headline-line1: ಮೈಸೂರು ವಿದ್ಯಾರ್ಥಿಗಳಿಗೆ ದುಬೈನಲ್ಲಿ — [124, 1053, 443, 1085]
accolade-headline — [87, 1050, 480, 1126]
page-number: 2 — [118, 79, 142, 126]
appointment-headline: ನೇಮಕ — [218, 1374, 268, 1400]
yellow-mark-icon — [794, 2291, 803, 2308]
quake-headline: ಲೇಹ್‌ನಲ್ಲಿ ಭಾರೀ ಭೂಕಂಪನ — [1184, 930, 1441, 962]
event-text: ರೂಸಾ ಅನುದಾನದಡಿ ಎಲ್ಲಾ ವಿಭಾಗಗಳಿಂದ 50 ಸರಣಿ ವಿಶೇಷ ಉಪನ್ಯಾಸ ಕಾರ್ಯಕ್ರಮ, ಸ್ಥಳ: ಯುವರಾಜ ಕಾಲೇಜು ಅಮೃತ ಮಹೋತ್ಸವ ಸಭಾಂಗಣ, ಬೆಳಗ್ಗೆ 11 ರಿಂದ. — [508, 1795, 973, 1827]
accolade-headline-line2: ಅಕೋಲೇಡ್ಸ್ ಪ್ರಶಸ್ತಿ ಪ್ರದಾನ — [161, 1091, 407, 1123]
lead-subhead: ದುಂಡುಮೇಜಿನ ಸಭೆಯಲ್ಲಿ ಆರೋಗ್ಯ ಸಚಿವ ದಿನೇಶ್ ಗುಂಡೂರಾವ್ ಮಾಹಿತಿ — [730, 284, 1255, 309]
event-item — [508, 1832, 973, 1886]
event-item — [508, 1793, 973, 1829]
panchanga-details — [508, 1632, 973, 1689]
radio-schedule — [991, 1447, 1478, 1593]
calendar-photo-caption: ಸಂವಹನ ಪ್ರಕಾಶಕರು, ಶ್ರೀ ರಾಜೇಂದ್ರ ಪ್ರಿಂಟರ್ಸ್ & ಪಬ್ಲಿಷರ್ಸ್‌ನ ಕನ್ನಡ ಅಂಕಿಗಳ ದಿನದರ್ಶಿಕೆಯನ್ನು ಅಂಶಿ ಪ್ರಸನ್ನ ಕುಮಾರ್ ಬಿಡುಗಡೆ ಮಾಡಿದರು. ಪ್ರಕಾಶಕ ಡಿ.ಎನ್. ಲೋಕಪ್ಪ, ಚಂದ್ರಶೇಖರ್ ಈ ವೇಳೆ ಉಪಸ್ಥಿತರಿದ್ದರು. — [298, 220, 471, 325]
panchanga-line2: ವಿಶ್ವಾವಸು ನಾಮ ಸಂವತ್ಸರ, ಉತ್ತರಾಯಣ, ಶಿಶಿರ ಋತು, ಮಾಘ ಮಾಸ, ಶುಕ್ಲ ಪಕ್ಷ, — [588, 1653, 893, 1667]
lead-photo-audience — [1022, 319, 1494, 512]
lead-col1-text: ಮೈಸೂರು,ಜ.19(ಎಂಟಿವೈ)–ಔಷಧಿಗಳ ಪ್ಯಾಕೆಟ್ ಮೇಲೆ ಕ್ಯೂಆರ್ ಕೋಡ್ ತಂತ್ರಜ್ಞಾನ ಮುದ್ರಿಸುವುದರಿಂದ ದೃಷ್ಟಿದೋಷವುಳ್ಳವರು ಸೇರಿದಂತೆ ಅನೇಕರಿಗೆ ನೆರವಾಗಲಿದೆ. ಈ ಕುರಿತು ಕೇಂದ್ರ ಸರ್ಕಾರಕ್ಕೆ ಪ್ರಸ್ತಾವನೆ ಸಲ್ಲಿಸಿ, ಔಷಧಿ ಕಂಪನಿಗಳೊಂದಿಗೆ ಚರ್ಚಿಸುವುದಾಗಿ ಆರೋಗ್ಯ ಸಚಿವ ದಿನೇಶ್ ಗುಂಡೂರಾವ್ ತಿಳಿಸಿದ್ದಾರೆ. — [497, 598, 737, 714]
minister-welcome-photo — [97, 721, 480, 941]
black-mark-icon — [1463, 2291, 1472, 2308]
accolade-lede: ಮೈಸೂರು, ಜ. 19– ಮೈಸೂರಿನ ಡಿಪಾಲ್ ಇಂಟರ್‌ನ್ಯಾಷನಲ್ ವಸತಿ ಶಾಲೆ — [97, 1132, 396, 1146]
event-item — [508, 1929, 973, 1965]
lead-caption-rule — [495, 590, 1491, 592]
panchanga-title: ಇಂದಿನ ಪಂಚಾಂಗ — [686, 1601, 795, 1623]
event-item — [508, 1889, 973, 1926]
cyan-mark-icon — [1402, 2291, 1411, 2308]
event-item — [508, 1699, 973, 1790]
front-page-body — [97, 1756, 480, 2279]
radio-lead: ಬೆಳಗ್ಗೆ: — [991, 1449, 1018, 1463]
lead-headline — [495, 137, 1491, 279]
event-text: ಸಾಂಸ್ಕೃತಿಕ ಮೇಳ ಮತ್ತು ವಸ್ತುಪ್ರದರ್ಶನದ ಸಮಾರೋಪ ಸಮಾರಂಭ, ದಿವ್ಯ ಸಾನ್ನಿಧ್ಯ: ಶ್ರೀ ಶಿವರಾತ್ರಿ ದೇಶಿಕೇಂದ್ರ ಮಹಾಸ್ವಾಮೀಜಿ, ಉದ್ಘಾಟನೆ: ಸಚಿವರು, ಅಧ್ಯಕ್ಷತೆ: ಜಿಲ್ಲಾ ಉಸ್ತುವಾರಿ ಸಚಿವರು, ಅತಿಥಿಗಳು: ಶಾಸಕರು, ಜಿಲ್ಲಾಧಿಕಾರಿಗಳು, ಸ್ಥಳ: ಸುತ್ತೂರು ಜಾತ್ರಾ ಮಹೋತ್ಸವ ವೇದಿಕೆ, ಸಂಜೆ 10.30ಕ್ಕೆ. — [991, 1734, 1478, 1784]
event-text: ಅರ್ಥ, ಸಂಕೇತ, ಮಹತ್ವ, ಪ್ರಾಮುಖ್ಯತೆ, ಪ್ರಯೋಜನ ಹಾಗೂ ವಿಧಾನಗಳ ಸಹಿತ ಸರಸ್ವತಿ ಪೂಜೆ ಮಾಡಲು ವಿಶೇಷ ತರಬೇತಿ ಪೂಜ್ಯ ಸ್ವಾಮಿ ಹಂಸಾನಂದರಿಂದ, ಸ್ಥಳ: ಶ್ರೀ ಪ್ರಸನ್ನ ಮಹಾಗಣಪತಿ ದೇವಸ್ಥಾನ, ಗಣಪತಿ ಟೆಂಪಲ್ ರಸ್ತೆ, ಎನ್.ಆರ್. ಮೊಹಲ್ಲಾ, ಸಂಜೆ 6.30ರಿಂದ. — [991, 1654, 1478, 1705]
event-title: ಮೈಸೂರು ವಿಶ್ವವಿದ್ಯಾನಿಲಯ, ಪ್ರಸಾರಾಂಗ, ಚೇತನಾ ಕಾಲೇಜು : — [522, 1891, 778, 1905]
